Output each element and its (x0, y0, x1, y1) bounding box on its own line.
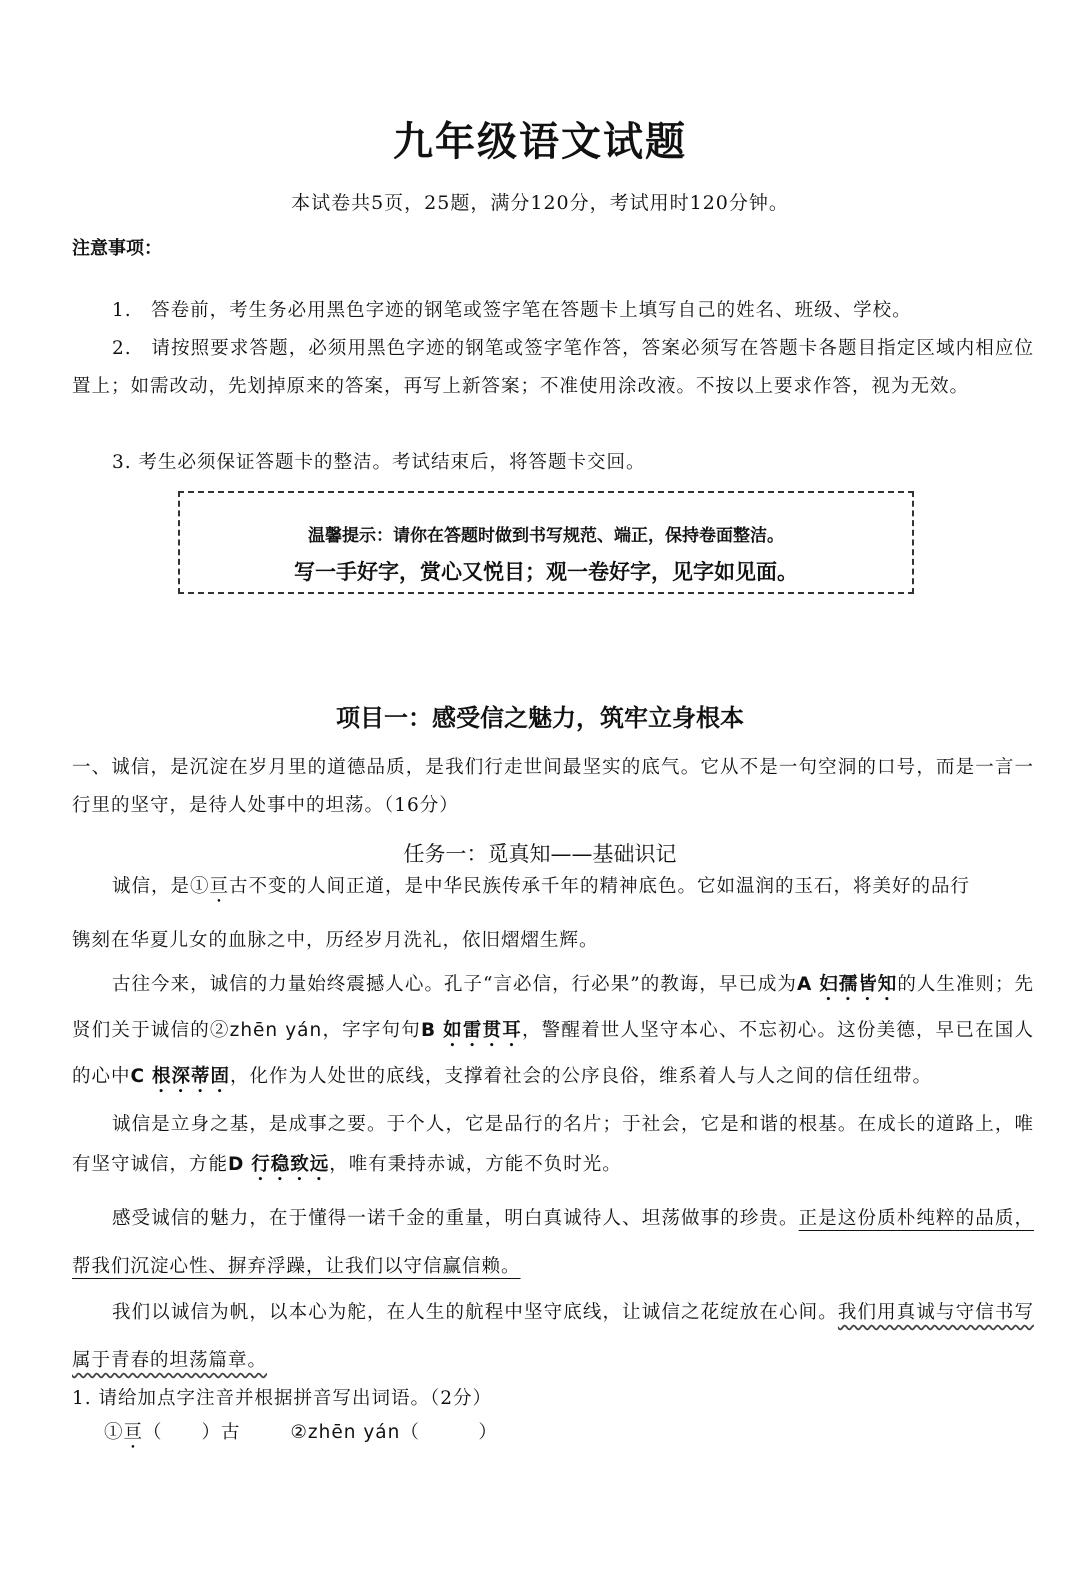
text: ，警醒着世人坚守本心、不忘初心。这份美德，早已在国人的心中 (72, 1020, 1034, 1087)
passage-paragraph-1 (72, 868, 1034, 907)
answer-blank-2[interactable]: （ ） (400, 1422, 498, 1443)
tip-box (178, 491, 914, 594)
term-D: 行稳致远 (251, 1154, 330, 1175)
passage-paragraph-1-cont: 镌刻在华夏儿女的血脉之中，历经岁月洗礼，依旧熠熠生辉。 (72, 930, 599, 951)
text: ，化作为人处世的底线，支撑着社会的公序良俗，维系着人与人之间的信任纽带。 (230, 1066, 933, 1087)
term-A: 妇孺皆知 (819, 974, 898, 995)
question-1-items (104, 1418, 498, 1453)
wavy-underlined-sentence: 我们用真诚与守信书写属于青春的坦荡篇章。 (72, 1302, 1034, 1371)
note-item-2: 2. 请按照要求答题，必须用黑色字迹的钢笔或签字笔作答，答案必须写在答题卡各题目指定区域内相应位置上；如需改动，先划掉原来的答案，再写上新答案；不准使用涂改液。不按以上要求作答，视为无效。 (72, 338, 1034, 397)
text: 古往今来，诚信的力量始终震撼人心。孔子“言必信，行必果”的教诲，早已成为 (112, 974, 797, 995)
text: ，唯有秉持赤诚，方能不负时光。 (329, 1154, 622, 1175)
note-item-1: 1. 答卷前，考生务必用黑色字迹的钢笔或签字笔在答题卡上填写自己的姓名、班级、学校。 (112, 300, 912, 321)
answer-blank-1[interactable]: （ ）古 (143, 1422, 241, 1443)
section-title: 项目一：感受信之魅力，筑牢立身根本 (336, 704, 744, 732)
text: ，字字句句 (322, 1020, 421, 1041)
page-title: 九年级语文试题 (393, 119, 687, 165)
item-number: ② (290, 1422, 308, 1443)
passage-paragraph-2 (72, 962, 1034, 1100)
pinyin: zhēn yán (229, 1020, 323, 1041)
passage-paragraph-3 (72, 1105, 1034, 1185)
label-D: D (228, 1154, 245, 1175)
dotted-char: 亘 (123, 1422, 144, 1443)
term-B: 如雷贯耳 (443, 1020, 522, 1041)
text: 古不变的人间正道，是中华民族传承千年的精神底色。它如温润的玉石，将美好的品行 (229, 876, 971, 897)
text: 我们以诚信为帆，以本心为舵，在人生的航程中坚守底线，让诚信之花绽放在心间。 (112, 1302, 838, 1323)
label-B: B (420, 1020, 437, 1041)
label-A: A (796, 974, 813, 995)
question-1-stem: 1. 请给加点字注音并根据拼音写出词语。（2分） (72, 1388, 493, 1409)
section-intro: 一、诚信，是沉淀在岁月里的道德品质，是我们行走世间最坚实的底气。它从不是一句空洞的口号，而是一言一行里的坚守，是待人处事中的坦荡。（16分） (72, 757, 1034, 816)
exam-info: 本试卷共5页，25题，满分120分，考试用时120分钟。 (291, 192, 789, 214)
text: 的人生准则；先贤们关于诚信的② (72, 974, 1034, 1041)
tip-line-1: 温馨提示：请你在答题时做到书写规范、端正，保持卷面整洁。 (308, 526, 784, 546)
text: 感受诚信的魅力，在于懂得一诺千金的重量，明白真诚待人、坦荡做事的珍贵。 (112, 1208, 799, 1229)
term-C: 根深蒂固 (151, 1066, 230, 1087)
tip-line-2: 写一手好字，赏心又悦目；观一卷好字，见字如见面。 (294, 560, 798, 584)
task-title: 任务一：觅真知——基础识记 (403, 842, 677, 866)
label-C: C (130, 1066, 146, 1087)
passage-paragraph-5 (72, 1289, 1034, 1385)
underlined-sentence: 正是这份质朴纯粹的品质，帮我们沉淀心性、摒弃浮躁，让我们以守信赢信赖。 (72, 1208, 1034, 1277)
text: 诚信，是① (112, 876, 210, 897)
dotted-char: 亘 (209, 876, 230, 897)
pinyin: zhēn yán (307, 1422, 401, 1443)
item-number: ① (104, 1422, 124, 1443)
notes-heading: 注意事项： (72, 238, 162, 259)
passage-paragraph-4 (72, 1195, 1034, 1291)
note-item-3: 3. 考生必须保证答题卡的整洁。考试结束后，将答题卡交回。 (112, 452, 646, 473)
text: 诚信是立身之基，是成事之要。于个人，它是品行的名片；于社会，它是和谐的根基。在成长的道路上，唯有坚守诚信，方能 (72, 1114, 1034, 1175)
